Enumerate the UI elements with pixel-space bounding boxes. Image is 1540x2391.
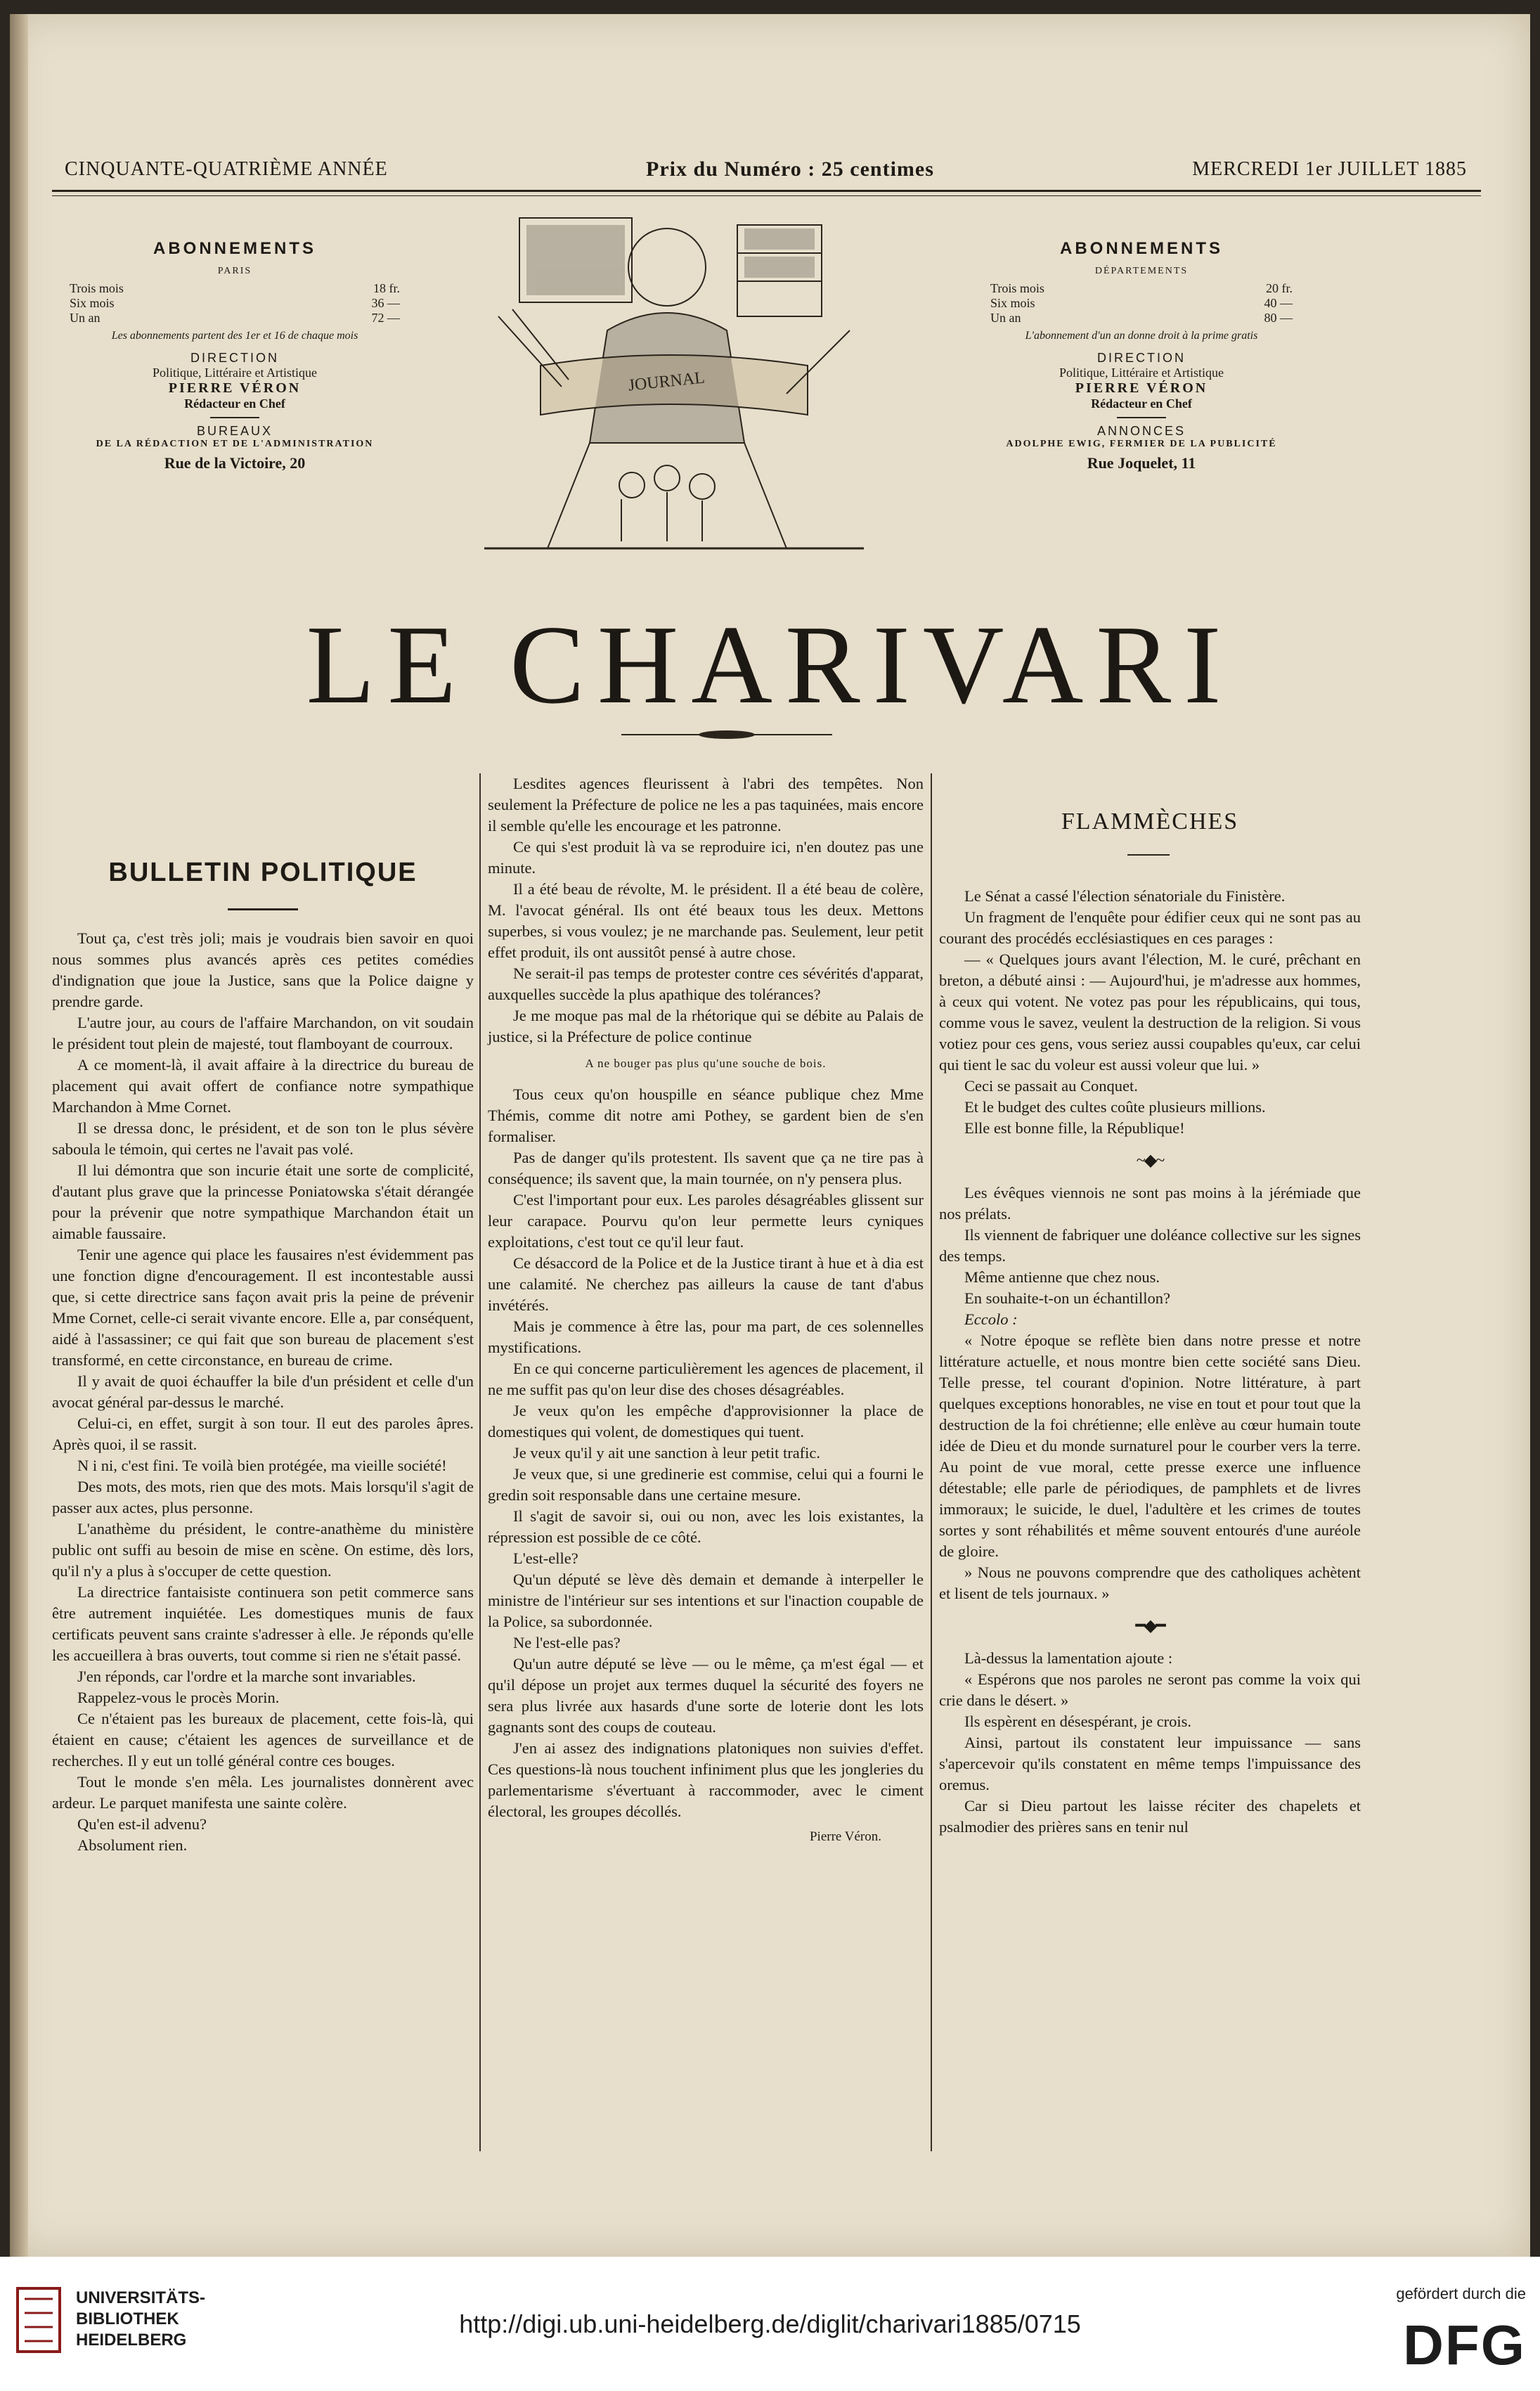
price-label: Six mois: [70, 296, 115, 310]
price-row: [70, 296, 400, 311]
office-address: Rue Joquelet, 11: [1087, 454, 1196, 472]
paragraph: Qu'un autre député se lève — ou le même, ça m'est égal — et qu'il dépose un projet aux termes duquel la sécurité des foyers ne sera plus livrée aux hasards d'une sorte de loterie dont les lots gagnants sont des coups de couteau.: [488, 1655, 924, 1736]
paragraph: Qu'un député se lève dès demain et demande à interpeller le ministre de l'intérieur sur ses intentions et sur l'inaction coupable de la Police, sa subordonnée.: [488, 1571, 924, 1630]
column-rule: [479, 773, 481, 2151]
title-rule: [1127, 854, 1170, 856]
paragraph: Pas de danger qu'ils protestent. Ils savent que ça ne tire pas à conséquence; ils savent que, la main tournée, on n'y pensera plus.: [488, 1149, 924, 1187]
annonces-label: ANNONCES: [1096, 424, 1186, 438]
price-label: Six mois: [990, 296, 1035, 310]
divider: [1117, 417, 1166, 418]
annonces-sub: ADOLPHE EWIG, FERMIER DE LA PUBLICITÉ: [1006, 439, 1277, 449]
bulletin-title: BULLETIN POLITIQUE: [108, 858, 418, 887]
paragraph: Un fragment de l'enquête pour édifier ceux qui ne sont pas au courant des procédés ecclésiastiques en ces parages :: [939, 908, 1361, 947]
bureaux-sub: DE LA RÉDACTION ET DE L'ADMINISTRATION: [96, 439, 374, 449]
masthead-illustration: [456, 211, 892, 576]
subscription-note: Les abonnements partent des 1er et 16 de chaque mois: [111, 330, 358, 342]
price-value: 18 fr.: [373, 281, 400, 295]
paragraph: Rappelez-vous le procès Morin.: [77, 1689, 280, 1706]
subscription-box-departements: [959, 239, 1324, 472]
paragraph: Là-dessus la lamentation ajoute :: [964, 1649, 1173, 1667]
masthead-title: LE CHARIVARI: [306, 602, 1234, 727]
paragraph: Tout ça, c'est très joli; mais je voudrais bien savoir en quoi nous sommes plus avancés après ces petites comédies d'indignation que joue la Justice, sans que la Police daigne y prendre garde.: [52, 929, 474, 1010]
paragraph: Tout le monde s'en mêla. Les journalistes donnèrent avec ardeur. Le parquet manifesta une sainte colère.: [52, 1773, 474, 1812]
masthead-ornament: [621, 724, 832, 745]
subscription-region: PARIS: [217, 266, 252, 276]
direction-sub: Politique, Littéraire et Artistique: [153, 366, 317, 380]
bureaux-label: BUREAUX: [196, 424, 273, 438]
paragraph: Lesdites agences fleurissent à l'abri des tempêtes. Non seulement la Préfecture de police ne les a pas taquinées, mais encore il semble qu'elle les encourage et les patronne.: [488, 775, 924, 834]
paragraph: — « Quelques jours avant l'élection, M. le curé, prêchant en breton, a débuté ainsi : — Aujourd'hui, je m'adresse aux hommes, à ceux qui votent. Ne votez pas pour les républicains, qui tous, comme vous le savez, veulent la destruction de la religion. Si vous votiez pour ces gens, vous seriez aussi coupables qu'eux, car celui qui tient le sac du voleur est aussi voleur que lui. »: [939, 950, 1361, 1074]
paragraph: Je veux qu'on les empêche d'approvisionner la place de domestiques qui volent, de domestiques qui tuent.: [488, 1402, 924, 1441]
paragraph: Le Sénat a cassé l'élection sénatoriale du Finistère.: [964, 887, 1286, 905]
paragraph: En souhaite-t-on un échantillon?: [964, 1289, 1171, 1307]
subscription-box-paris: [52, 239, 418, 472]
signature: Pierre Véron.: [809, 1829, 881, 1844]
header-rule-bottom: [52, 195, 1481, 196]
paragraph: Car si Dieu partout les laisse réciter des chapelets et psalmodier des prières sans en tenir nul: [939, 1797, 1361, 1836]
paragraph: J'en ai assez des indignations platoniques non suivies d'effet. Ces questions-là nous touchent infiniment plus que les jongleries du parlementarisme s'évertuant à raccommoder, avec le ciment électoral, les groupes décollés.: [488, 1739, 924, 1820]
paragraph: Il y avait de quoi échauffer la bile d'un président et celle d'un avocat général par-dessus le marché.: [52, 1372, 474, 1411]
price-value: 36 —: [371, 296, 400, 310]
column-rule: [931, 773, 932, 2151]
paragraph: Il a été beau de révolte, M. le président. Il a été beau de colère, M. l'avocat général. Ils ont été beaux tous les deux. Mettons superbes, si vous voulez; je ne marchande pas. Seulement, leur petit effet produit, ils ont aussitôt pensé à autre chose.: [488, 880, 924, 961]
header-rule-top: [52, 190, 1481, 192]
director-role: Rédacteur en Chef: [184, 397, 285, 411]
paragraph: Il lui démontra que son incurie était une sorte de complicité, d'autant plus grave que la princesse Poniatowska s'était dérangée pour la prévenir que notre sympathique Marchandon était un aimable faussaire.: [52, 1161, 474, 1242]
paragraph: Qu'en est-il advenu?: [77, 1815, 207, 1833]
paragraph: Absolument rien.: [77, 1836, 188, 1854]
paragraph: Ne l'est-elle pas?: [513, 1634, 621, 1651]
book-spine: [10, 14, 28, 2257]
paragraph: Ceci se passait au Conquet.: [964, 1077, 1138, 1095]
section-ornament: ~◆~: [1136, 1152, 1164, 1170]
price-row: [990, 281, 1293, 296]
subscription-region: DÉPARTEMENTS: [1094, 266, 1189, 276]
paragraph: Je veux qu'il y ait une sanction à leur petit trafic.: [513, 1444, 821, 1462]
journal-label: JOURNAL: [627, 368, 706, 395]
price-value: 80 —: [1264, 311, 1293, 325]
price-label: Trois mois: [990, 281, 1044, 295]
flammeches-title: FLAMMÈCHES: [1061, 808, 1239, 834]
column-middle: [488, 773, 924, 1848]
divider: [210, 417, 259, 418]
paragraph: Des mots, des mots, rien que des mots. Mais lorsqu'il s'agit de passer aux actes, plus personne.: [52, 1478, 474, 1516]
price-label: Un an: [70, 311, 101, 325]
price-label: Trois mois: [70, 281, 124, 295]
library-name-line: BIBLIOTHEK: [76, 2309, 179, 2328]
dfg-logo: DFG: [1403, 2314, 1526, 2376]
paragraph: L'est-elle?: [513, 1549, 578, 1567]
paragraph: Ce désaccord de la Police et de la Justice tirant à hue et à dia est une calamité. Ne cherchez pas ailleurs la cause de tant d'abus invétérés.: [488, 1254, 924, 1314]
price-table: [70, 281, 400, 326]
paragraph: L'autre jour, au cours de l'affaire Marchandon, on vit soudain le président tout plein de majesté, tout flamboyant de courroux.: [52, 1014, 474, 1052]
paragraph: La directrice fantaisiste continuera son petit commerce sans être autrement inquiétée. Les domestiques munis de faux certificats peuvent sans crainte s'adresser à elle. Je réponds qu'elle les accueillera à bras ouverts, tout comme si rien ne s'était passé.: [52, 1583, 474, 1664]
price-label: Un an: [990, 311, 1021, 325]
digitization-footer: [0, 2257, 1540, 2391]
funding-note: gefördert durch die: [1396, 2285, 1526, 2302]
section-ornament: ━◆━: [1135, 1617, 1165, 1635]
price-value: 20 fr.: [1266, 281, 1293, 295]
paragraph: Celui-ci, en effet, surgit à son tour. Il eut des paroles âpres. Après quoi, il se rassit.: [52, 1414, 474, 1453]
paragraph: Eccolo :: [964, 1310, 1018, 1328]
price-row: [70, 281, 400, 296]
paragraph: Je veux que, si une gredinerie est commise, celui qui a fourni le gredin soit responsable dans une certaine mesure.: [488, 1465, 924, 1504]
newspaper-page: [10, 14, 1530, 2257]
library-name-line: UNIVERSITÄTS-: [76, 2288, 206, 2307]
paragraph: En ce qui concerne particulièrement les agences de placement, il ne me suffit pas qu'on leur dise des choses désagréables.: [488, 1360, 924, 1398]
library-name-line: HEIDELBERG: [76, 2331, 187, 2350]
paragraph: Ils viennent de fabriquer une doléance collective sur les signes des temps.: [939, 1226, 1361, 1265]
price-value: 72 —: [371, 311, 400, 325]
header-line: [65, 150, 1467, 188]
director-role: Rédacteur en Chef: [1091, 397, 1192, 411]
paragraph: « Espérons que nos paroles ne seront pas comme la voix qui crie dans le désert. »: [939, 1670, 1361, 1709]
price-row: [990, 311, 1293, 326]
price-value: 40 —: [1264, 296, 1293, 310]
column-bulletin: [52, 928, 474, 1856]
paragraph: A ce moment-là, il avait affaire à la directrice du bureau de placement qui avait offert de confiance notre sympathique Marchandon à Mme Cornet.: [52, 1056, 474, 1116]
column-flammeches: [939, 886, 1361, 1838]
subscription-title: ABONNEMENTS: [1059, 239, 1223, 258]
direction-label: DIRECTION: [190, 351, 279, 365]
paragraph: C'est l'important pour eux. Les paroles désagréables glissent sur leur carapace. Pourvu qu'on leur permette leurs cyniques exploitations, c'est tout ce qu'il leur faut.: [488, 1191, 924, 1251]
paragraph: Tous ceux qu'on houspille en séance publique chez Mme Thémis, comme dit notre ami Pothey, se gardent bien de s'en formaliser.: [488, 1085, 924, 1145]
paragraph: Ainsi, partout ils constatent leur impuissance — sans s'apercevoir qu'ils constatent en même temps l'impuissance des oremus.: [939, 1734, 1361, 1793]
paragraph: L'anathème du président, le contre-anathème du ministère public ont suffi au besoin de mise en scène. On estime, dès lors, qu'il n'y a plus à s'occuper de cette question.: [52, 1520, 474, 1580]
paragraph: Les évêques viennois ne sont pas moins à la jérémiade que nos prélats.: [939, 1184, 1361, 1223]
paragraph: Elle est bonne fille, la République!: [964, 1119, 1185, 1137]
paragraph: Il se dressa donc, le président, et de son ton le plus sévère saboula le témoin, qui certes ne l'avait pas volé.: [52, 1119, 474, 1158]
director-name: PIERRE VÉRON: [1075, 380, 1208, 396]
paragraph: Je me moque pas mal de la rhétorique qui se débite au Palais de justice, si la Préfecture de police continue: [488, 1007, 924, 1045]
header-date: MERCREDI 1er JUILLET 1885: [1192, 158, 1467, 180]
subscription-title: ABONNEMENTS: [153, 239, 316, 258]
price-row: [70, 311, 400, 326]
source-url-link[interactable]: http://digi.ub.uni-heidelberg.de/diglit/charivari1885/0715: [459, 2309, 1081, 2338]
price-table: [990, 281, 1293, 326]
price-row: [990, 296, 1293, 311]
subscription-note: L'abonnement d'un an donne droit à la prime gratis: [1025, 330, 1258, 342]
director-name: PIERRE VÉRON: [168, 380, 302, 396]
caption: A ne bouger pas plus qu'une souche de bois.: [585, 1057, 827, 1070]
paragraph: « Notre époque se reflète bien dans notre presse et notre littérature actuelle, et nous montre bien cette société sans Dieu. Telle presse, tel courant d'opinion. Notre littérature, à part quelques exceptions honorables, ne vise en tout et pour tout que la destruction de la foi chrétienne; elle enlève au cœur humain toute idée de Dieu et du monde surnaturel pour le courber vers la terre. Au point de vue moral, cette presse exerce une influence détestable; elle parle de périodiques, de pamphlets et de livres immoraux; le suicide, le duel, l'adultère et les crimes de toutes sortes y sont réhabilités et même souvent entourés d'une auréole de gloire.: [939, 1332, 1361, 1560]
direction-sub: Politique, Littéraire et Artistique: [1059, 366, 1224, 380]
direction-label: DIRECTION: [1097, 351, 1186, 365]
paragraph: N i ni, c'est fini. Te voilà bien protégée, ma vieille société!: [77, 1457, 447, 1474]
paragraph: Il s'agit de savoir si, oui ou non, avec les lois existantes, la répression est possible de ce côté.: [488, 1507, 924, 1546]
paragraph: Ne serait-il pas temps de protester contre ces sévérités d'apparat, auxquelles succède la plus apathique des tolérances?: [488, 965, 924, 1003]
header-year: CINQUANTE-QUATRIÈME ANNÉE: [65, 158, 388, 180]
paragraph: Ils espèrent en désespérant, je crois.: [964, 1713, 1191, 1730]
paragraph: Et le budget des cultes coûte plusieurs millions.: [964, 1098, 1266, 1116]
paragraph: Tenir une agence qui place les fausaires n'est évidemment pas une fonction digne d'encouragement. Il est incontestable aussi que, si cette directrice sans façon avait pris la peine de prévenir Mme Cornet, celle-ci serait vivante encore. Elle a, par conséquent, aidé à l'assassiner; ce qui fait que son bureau de placement s'est transformé, en cette circonstance, en bureau de crime.: [52, 1246, 474, 1369]
header-price: Prix du Numéro : 25 centimes: [646, 157, 934, 181]
paragraph: Ce n'étaient pas les bureaux de placement, cette fois-là, qui étaient en cause; c'étaient les agences de surveillance et de recherches. Il y eut un tollé général contre ces bouges.: [52, 1710, 474, 1770]
paragraph: Même antienne que chez nous.: [964, 1268, 1160, 1286]
figure-head: [628, 228, 706, 306]
title-rule: [228, 908, 298, 910]
paragraph: Mais je commence à être las, pour ma part, de ces solennelles mystifications.: [488, 1317, 924, 1356]
paragraph: J'en réponds, car l'ordre et la marche sont invariables.: [77, 1668, 416, 1685]
office-address: Rue de la Victoire, 20: [164, 454, 306, 472]
paragraph: » Nous ne pouvons comprendre que des catholiques achètent et lisent de tels journaux. »: [939, 1564, 1361, 1602]
paragraph: Ce qui s'est produit là va se reproduire ici, n'en doutez pas une minute.: [488, 838, 924, 877]
